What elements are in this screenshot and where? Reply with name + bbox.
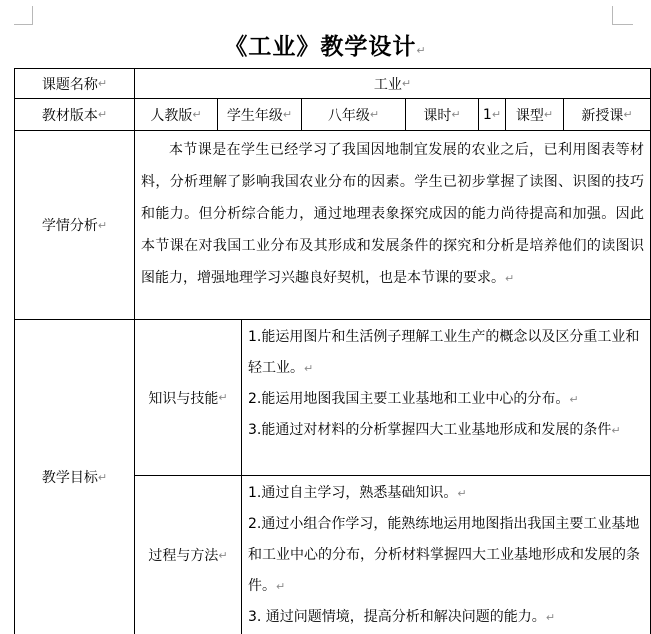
process-goal-item: 3. 通过问题情境，提高分析和解决问题的能力。↵ [248,609,556,625]
process-methods-label: 过程与方法 ↵ [134,475,242,634]
class-hours-value: 1 ↵ [478,98,506,131]
course-name-label: 课题名称 ↵ [14,68,135,99]
lesson-type-value: 新授课 ↵ [563,98,651,131]
knowledge-skills-label: 知识与技能 ↵ [134,319,242,476]
margin-corner-top-right [612,6,633,25]
knowledge-goal-item: 1.能运用图片和生活例子理解工业生产的概念以及区分重工业和轻工业。↵ [248,329,640,376]
teaching-goals-label: 教学目标 ↵ [14,319,135,634]
student-analysis-label: 学情分析 ↵ [14,130,135,320]
knowledge-goal-item: 2.能运用地图我国主要工业基地和工业中心的分布。↵ [248,391,579,407]
margin-corner-top-left [14,6,33,25]
textbook-version-value: 人教版 ↵ [134,98,218,131]
process-methods-content [241,475,651,634]
grade-value: 八年级 ↵ [301,98,406,131]
class-hours-label: 课时 ↵ [405,98,479,131]
process-goal-item: 2.通过小组合作学习，能熟练地运用地图指出我国主要工业基地和工业中心的分布，分析材料掌握四大工业基地形成和发展的条件。↵ [248,516,640,594]
grade-label: 学生年级 ↵ [217,98,302,131]
student-analysis-text: 本节课是在学生已经学习了我国因地制宜发展的农业之后，已利用图表等材料，分析理解了影响我国农业分布的因素。学生已初步掌握了读图、识图的技巧和能力。但分析综合能力，通过地理表象探究成因的能力尚待提高和加强。因此本节课在对我国工业分布及其形成和发展条件的探究和分析是培养他们的读图识图能力，增强地理学习兴趣良好契机，也是本节课的要求。↵ [134,130,651,320]
lesson-type-label: 课型 ↵ [505,98,564,131]
textbook-version-label: 教材版本 ↵ [14,98,135,131]
process-goal-item: 1.通过自主学习，熟悉基础知识。↵ [248,485,467,501]
course-name-value: 工业 ↵ [134,68,651,99]
knowledge-skills-content [241,319,651,476]
knowledge-goal-item: 3.能通过对材料的分析掌握四大工业基地形成和发展的条件↵ [248,422,621,438]
document-title: 《工业》教学设计↵ [224,34,427,60]
